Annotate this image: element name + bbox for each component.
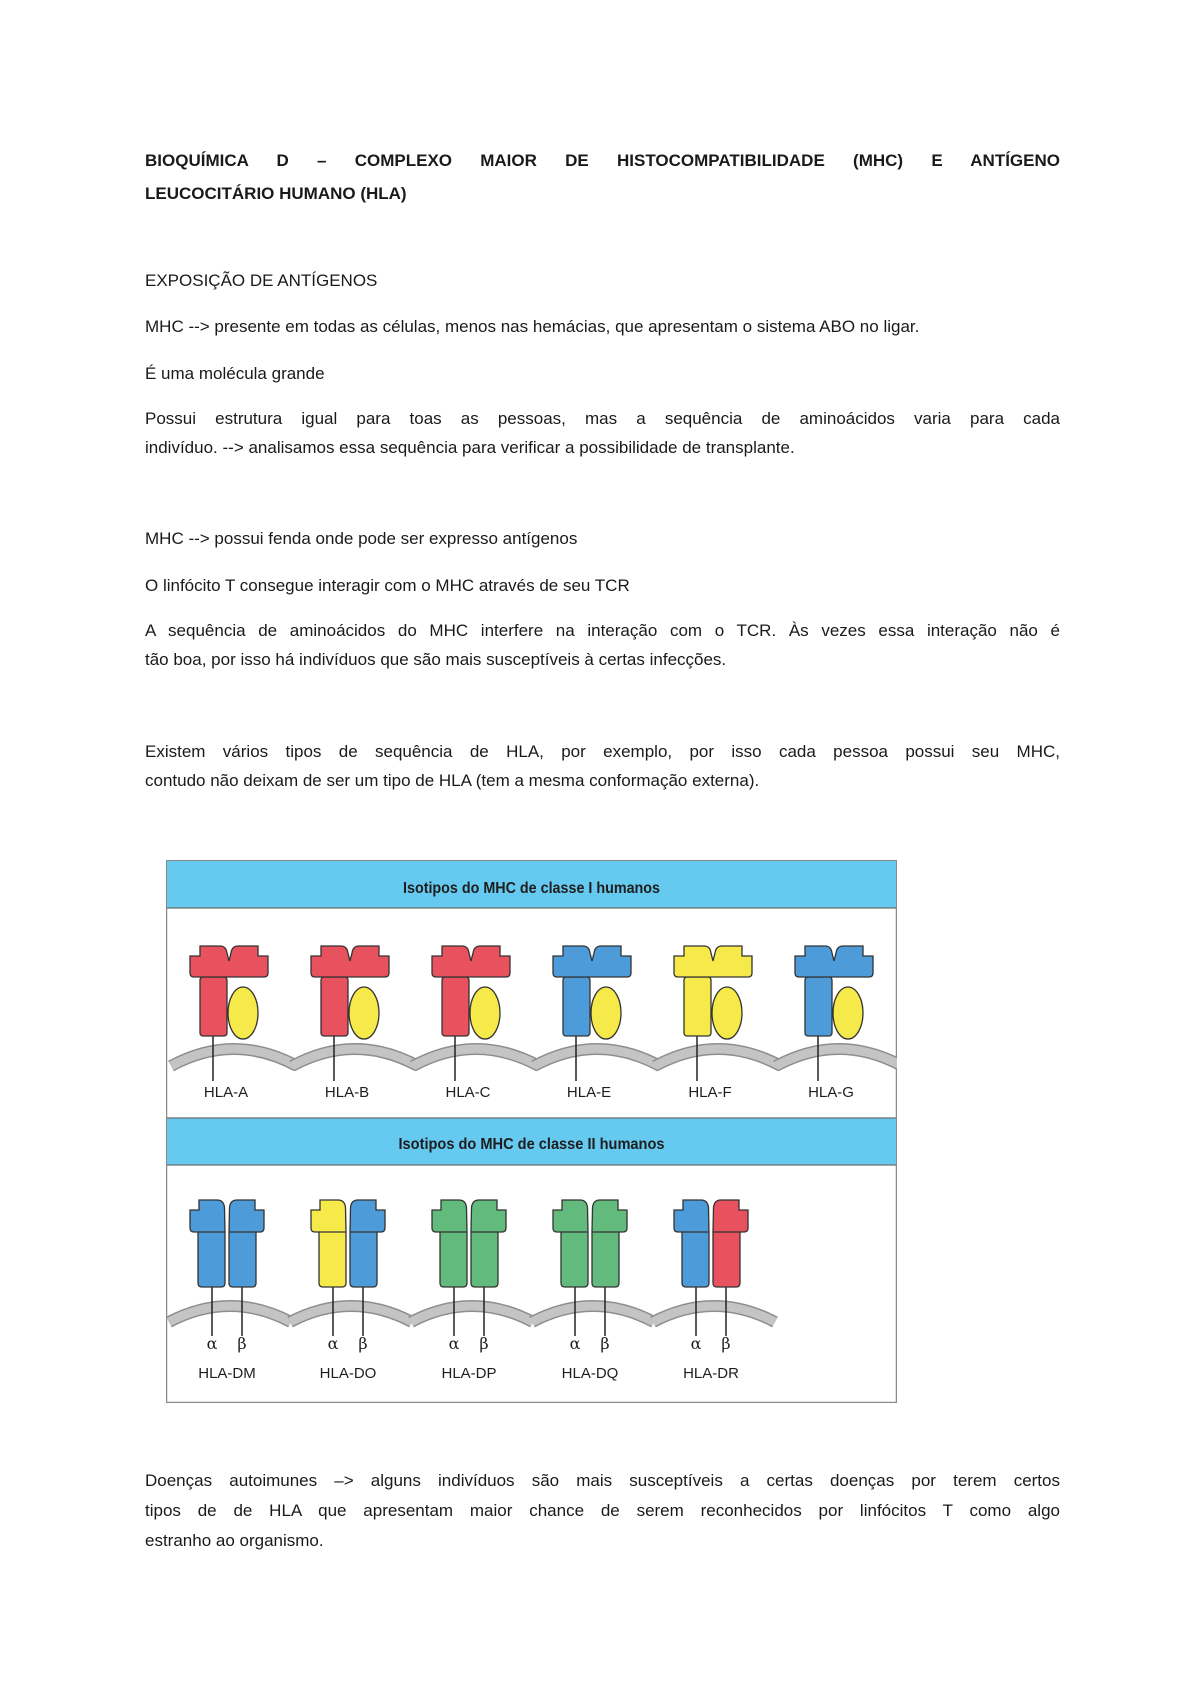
paragraph-line: MHC --> possui fenda onde pode ser expresso antígenos xyxy=(145,529,578,548)
hla-class-i-label: HLA-G xyxy=(808,1084,854,1101)
mhc-isotypes-diagram xyxy=(166,860,897,1403)
paragraph-line: A sequência de aminoácidos do MHC interfere na interação com o TCR. Às vezes essa interação não é xyxy=(145,621,1060,640)
paragraph-hla-types xyxy=(145,737,1060,795)
alpha-label: α xyxy=(448,1334,460,1353)
hla-class-i-label: HLA-B xyxy=(324,1084,370,1101)
alpha-label: α xyxy=(206,1334,218,1353)
beta2-microglobulin xyxy=(349,987,379,1039)
alpha3-domain xyxy=(321,977,348,1036)
hla-class-i-label: HLA-A xyxy=(203,1084,249,1101)
hla-class-ii-label: HLA-DQ xyxy=(561,1365,619,1382)
class-i-header-title: Isotipos do MHC de classe I humanos xyxy=(403,880,661,897)
paragraph-autoimmune xyxy=(145,1466,1060,1556)
paragraph-line: indivíduo. --> analisamos essa sequência para verificar a possibilidade de transplante. xyxy=(145,438,795,457)
document-title xyxy=(145,144,1060,210)
paragraph-line: Existem vários tipos de sequência de HLA, por exemplo, por isso cada pessoa possui seu MHC, xyxy=(145,742,1060,761)
beta-label: β xyxy=(721,1334,731,1353)
section-heading xyxy=(145,266,1060,295)
beta2-microglobulin xyxy=(712,987,742,1039)
alpha3-domain xyxy=(563,977,590,1036)
class-ii-header-title: Isotipos do MHC de classe II humanos xyxy=(398,1136,665,1153)
hla-class-ii-label: HLA-DM xyxy=(198,1365,256,1382)
alpha-label: α xyxy=(327,1334,339,1353)
beta-label: β xyxy=(237,1334,247,1353)
alpha3-domain xyxy=(200,977,227,1036)
paragraph-structure xyxy=(145,404,1060,462)
paragraph-line: estranho ao organismo. xyxy=(145,1531,324,1550)
hla-class-i-label: HLA-E xyxy=(566,1084,612,1101)
beta2-microglobulin xyxy=(591,987,621,1039)
paragraph-large-molecule xyxy=(145,359,1060,388)
paragraph-line: Doenças autoimunes –> alguns indivíduos são mais susceptíveis a certas doenças por terem certos xyxy=(145,1471,1060,1490)
alpha3-domain xyxy=(805,977,832,1036)
paragraph-cleft xyxy=(145,524,1060,553)
paragraph-line: MHC --> presente em todas as células, menos nas hemácias, que apresentam o sistema ABO no ligar. xyxy=(145,317,920,336)
paragraph-line: contudo não deixam de ser um tipo de HLA (tem a mesma conformação externa). xyxy=(145,771,760,790)
paragraph-line: É uma molécula grande xyxy=(145,364,325,383)
title-line: LEUCOCITÁRIO HUMANO (HLA) xyxy=(145,184,407,203)
alpha3-domain xyxy=(684,977,711,1036)
hla-class-ii-label: HLA-DR xyxy=(683,1365,739,1382)
beta-label: β xyxy=(479,1334,489,1353)
hla-class-i-label: HLA-F xyxy=(688,1084,732,1101)
alpha-label: α xyxy=(690,1334,702,1353)
mhc-isotypes-figure xyxy=(166,860,897,1403)
section-heading-text: EXPOSIÇÃO DE ANTÍGENOS xyxy=(145,271,378,290)
title-line: BIOQUÍMICA D – COMPLEXO MAIOR DE HISTOCOMPATIBILIDADE (MHC) E ANTÍGENO xyxy=(145,151,1060,170)
paragraph-line: tipos de de HLA que apresentam maior chance de serem reconhecidos por linfócitos T como algo xyxy=(145,1501,1060,1520)
hla-class-ii-label: HLA-DO xyxy=(319,1365,377,1382)
beta2-microglobulin xyxy=(833,987,863,1039)
paragraph-line: O linfócito T consegue interagir com o MHC através de seu TCR xyxy=(145,576,630,595)
alpha3-domain xyxy=(442,977,469,1036)
beta-label: β xyxy=(358,1334,368,1353)
alpha-label: α xyxy=(569,1334,581,1353)
paragraph-sequence xyxy=(145,616,1060,674)
hla-class-i-label: HLA-C xyxy=(445,1084,491,1101)
beta2-microglobulin xyxy=(228,987,258,1039)
paragraph-mhc-presence xyxy=(145,312,1060,341)
hla-class-ii-label: HLA-DP xyxy=(441,1365,497,1382)
beta-label: β xyxy=(600,1334,610,1353)
paragraph-line: tão boa, por isso há indivíduos que são mais susceptíveis à certas infecções. xyxy=(145,650,727,669)
paragraph-tcr xyxy=(145,571,1060,600)
beta2-microglobulin xyxy=(470,987,500,1039)
paragraph-line: Possui estrutura igual para toas as pessoas, mas a sequência de aminoácidos varia para cada xyxy=(145,409,1060,428)
